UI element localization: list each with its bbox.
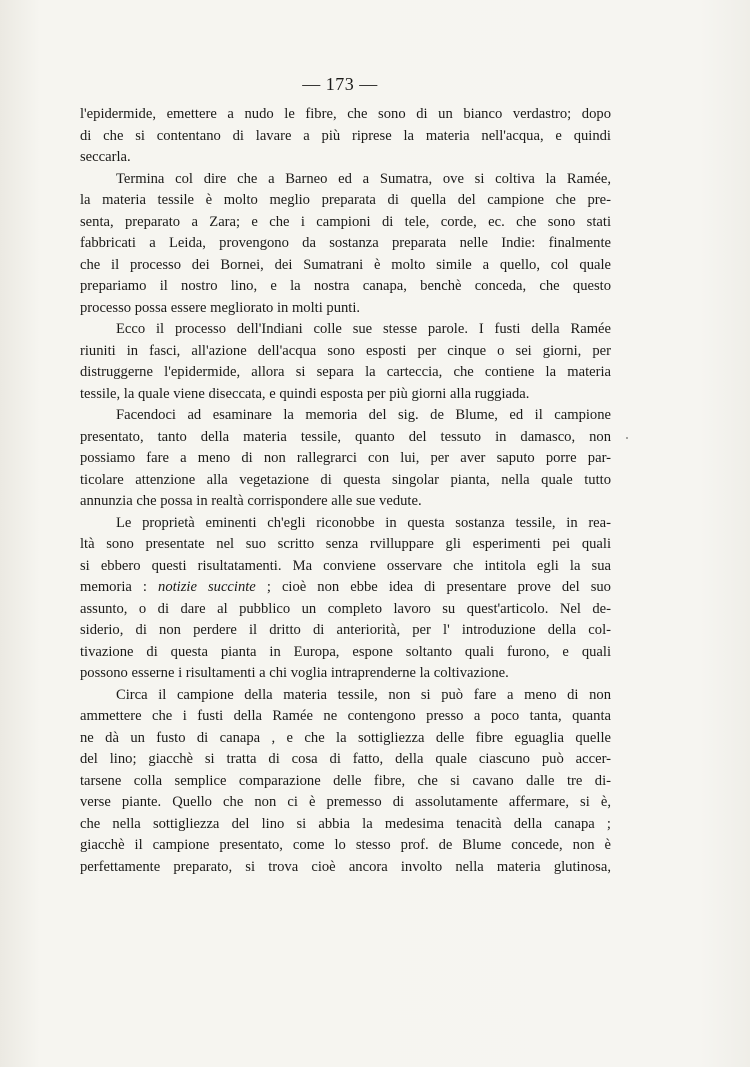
- paragraph-first-line: Facendoci ad esaminare la memoria del sig. de Blume, ed il campione: [116, 407, 611, 423]
- text-line: senta, preparato a Zara; e che i campioni di tele, corde, ec. che sono stati: [80, 213, 611, 230]
- text-line: l'epidermide, emettere a nudo le fibre, che sono di un bianco verdastro; dopo: [80, 106, 611, 122]
- text-line: riuniti in fasci, all'azione dell'acqua sono esposti per cinque o sei giorni, per: [80, 342, 611, 359]
- text-line: di che si contentano di lavare a più riprese la materia nell'acqua, e quindi: [80, 127, 611, 144]
- paper-speck: [626, 437, 628, 439]
- text-line: assunto, o di dare al pubblico un completo lavoro su quest'articolo. Nel de-: [80, 600, 611, 617]
- paragraph-first-line: Circa il campione della materia tessile, non si può fare a meno di non: [116, 686, 611, 703]
- text-line: tessile, la quale viene diseccata, e quindi esposta per più giorni alla ruggiada.: [80, 385, 530, 402]
- text-line: ne dà un fusto di canapa , e che la sottigliezza delle fibre eguaglia quelle: [80, 729, 611, 746]
- text-line: verse piante. Quello che non ci è premesso di assolutamente affermare, si è,: [80, 794, 611, 810]
- text-line: tivazione di questa pianta in Europa, espone soltanto quali furono, e quali: [80, 643, 611, 660]
- text-line: annunzia che possa in realtà corrispondere alle sue vedute.: [80, 493, 422, 509]
- text-line: ammettere che i fusti della Ramée ne contengono presso a poco tanta, quanta: [80, 708, 611, 724]
- text-line: perfettamente preparato, si trova cioè ancora involto nella materia glutinosa,: [80, 858, 611, 875]
- text-line: prepariamo il nostro lino, e la nostra canapa, benchè conceda, che questo: [80, 278, 611, 294]
- text-line: che il processo dei Bornei, dei Sumatrani è molto simile a quello, col quale: [80, 256, 611, 273]
- paragraph-first-line: Le proprietà eminenti ch'egli riconobbe in questa sostanza tessile, in rea-: [116, 514, 611, 531]
- text-line: possono esserne i risultamenti a chi voglia intraprenderne la coltivazione.: [80, 665, 509, 681]
- italic-title: notizie succinte: [158, 579, 256, 595]
- body-text: [80, 104, 611, 878]
- page-number: — 173 —: [302, 74, 378, 94]
- text-segment: ; cioè non ebbe idea di presentare prove del suo: [255, 579, 611, 595]
- text-line: che nella sottigliezza del lino si abbia la medesima tenacità della canapa ;: [80, 815, 611, 832]
- text-line: tarsene colla semplice comparazione delle fibre, che si cavano dalle tre di-: [80, 772, 611, 789]
- text-line: del lino; giacchè si tratta di cosa di fatto, della quale ciascuno può accer-: [80, 751, 611, 767]
- text-line: la materia tessile è molto meglio preparata di quella del campione che pre-: [80, 192, 611, 208]
- text-segment: memoria :: [80, 579, 159, 595]
- paragraph-first-line: Ecco il processo dell'Indiani colle sue stesse parole. I fusti della Ramée: [116, 321, 611, 337]
- text-line: presentato, tanto della materia tessile, quanto del tessuto in damasco, non: [80, 428, 611, 445]
- text-line-with-italic: [80, 577, 611, 599]
- text-line: si ebbero questi risultatamenti. Ma conviene osservare che intitola egli la sua: [80, 557, 611, 574]
- text-line: siderio, di non perdere il dritto di anteriorità, per l' introduzione della col-: [80, 622, 611, 638]
- text-line: distruggerne l'epidermide, allora si separa la carteccia, che contiene la materia: [80, 364, 611, 380]
- text-line: seccarla.: [80, 149, 131, 165]
- text-line: possiamo fare a meno di non rallegrarci con lui, per aver saputo porre par-: [80, 450, 611, 466]
- paragraph-first-line: Termina col dire che a Barneo ed a Sumatra, ove si coltiva la Ramée,: [116, 170, 611, 187]
- text-line: processo possa essere megliorato in molti punti.: [80, 299, 361, 316]
- text-line: fabbricati a Leida, provengono da sostanza preparata nelle Indie: finalmente: [80, 235, 611, 251]
- text-line: ltà sono presentate nel suo scritto senza rvilluppare gli esperimenti pei quali: [80, 536, 611, 552]
- text-line: giacchè il campione presentato, come lo stesso prof. de Blume concede, non è: [80, 837, 611, 853]
- text-line: ticolare attenzione alla vegetazione di questa singolar pianta, nella quale tutto: [80, 471, 611, 488]
